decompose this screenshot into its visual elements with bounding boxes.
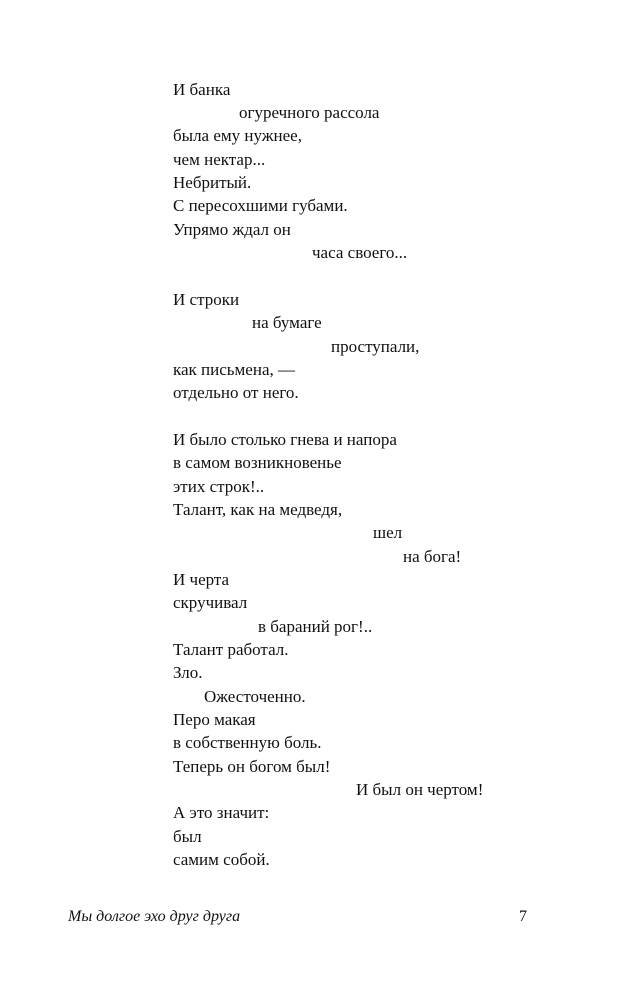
poem-line: Теперь он богом был!: [173, 757, 331, 776]
poem-line: И был он чертом!: [356, 780, 484, 799]
poem-line: на бога!: [403, 547, 462, 566]
poem-line: был: [173, 827, 202, 846]
poem-line: Зло.: [173, 663, 203, 682]
page-number: 7: [519, 908, 527, 925]
poem-line: И строки: [173, 290, 240, 309]
poem-line: И банка: [173, 80, 231, 99]
poem-line: проступали,: [331, 337, 420, 356]
poem-line: Талант работал.: [173, 640, 289, 659]
poem-line: была ему нужнее,: [173, 126, 302, 145]
poem-line: в бараний рог!..: [258, 617, 373, 636]
poem-line: А это значит:: [173, 803, 270, 822]
poem-line: отдельно от него.: [173, 383, 299, 402]
poem-line: на бумаге: [252, 313, 322, 332]
poem-line: Талант, как на медведя,: [173, 500, 343, 519]
poem-line: С пересохшими губами.: [173, 196, 348, 215]
poem-line: огуречного рассола: [239, 103, 380, 122]
poem-line: часа своего...: [312, 243, 408, 262]
poem-line: Перо макая: [173, 710, 256, 729]
running-footer-title: Мы долгое эхо друг друга: [68, 908, 241, 925]
poem-line: в самом возникновенье: [173, 453, 342, 472]
poem-line: шел: [373, 523, 403, 542]
poem-line: самим собой.: [173, 850, 270, 869]
poem-line: в собственную боль.: [173, 733, 322, 752]
poem-line: скручивал: [173, 593, 248, 612]
poem-line: как письмена, —: [173, 360, 295, 379]
poem-line: И было столько гнева и напора: [173, 430, 397, 449]
poem-line: чем нектар...: [173, 150, 266, 169]
poem-line: И черта: [173, 570, 230, 589]
poem-line: Ожесточенно.: [204, 687, 306, 706]
poem-line: этих строк!..: [173, 477, 265, 496]
poem-line: Небритый.: [173, 173, 252, 192]
poem-line: Упрямо ждал он: [173, 220, 291, 239]
